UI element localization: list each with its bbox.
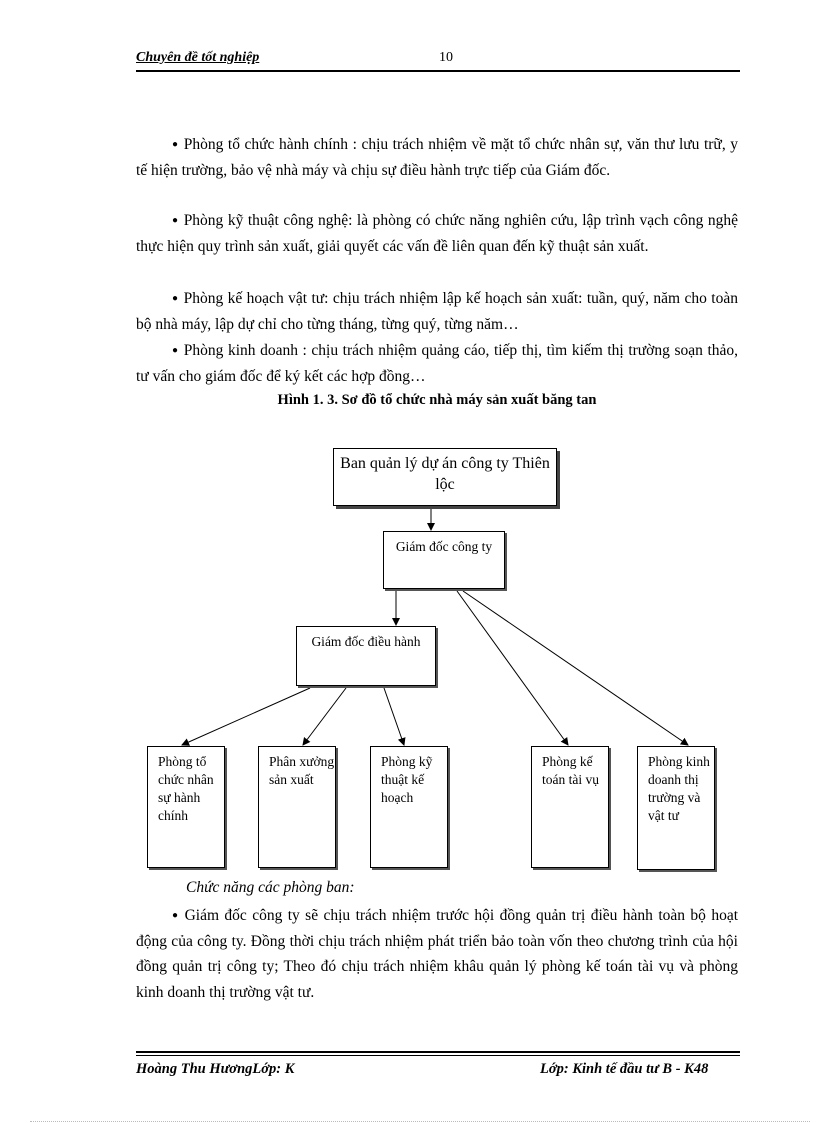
- paragraph-technology: [136, 208, 738, 259]
- box-dept-admin: Phòng tổ chức nhân sự hành chính: [147, 746, 225, 868]
- paragraph-admin: [136, 132, 738, 183]
- figure-caption: Hình 1. 3. Sơ đồ tổ chức nhà máy sản xuất băng tan: [277, 392, 597, 408]
- arrow-exec-to-workshop: [303, 688, 346, 745]
- footer-class: Lớp: Kinh tế đầu tư B - K48: [540, 1061, 709, 1077]
- section-title: Chức năng các phòng ban:: [186, 879, 355, 896]
- box-project-board: Ban quản lý dự án công ty Thiên lộc: [333, 448, 557, 506]
- bullet-icon: ●: [172, 215, 179, 226]
- page-header: [136, 50, 740, 72]
- paragraph-business: [136, 338, 738, 389]
- box-dept-accounting: Phòng kế toán tài vụ: [531, 746, 609, 868]
- box-executive-director: Giám đốc điều hành: [296, 626, 436, 686]
- paragraph-text: Phòng kỹ thuật công nghệ: là phòng có chức năng nghiên cứu, lập trình vạch công nghệ thực hiện quy trình sản xuất, giải quyết các vấn đề liên quan đến kỹ thuật sản xuất.: [136, 212, 738, 255]
- box-dept-tech-planning: Phòng kỹ thuật kế hoạch: [370, 746, 448, 868]
- arrow-exec-to-admin: [182, 688, 310, 745]
- paragraph-text: Phòng kế hoạch vật tư: chịu trách nhiệm lập kế hoạch sản xuất: tuần, quý, năm cho toàn bộ nhà máy, lập dự chỉ cho từng tháng, từng quý, từng năm…: [136, 290, 738, 333]
- page-number: 10: [439, 50, 453, 65]
- page-edge: [30, 1121, 810, 1122]
- arrow-ceo-to-accounting: [457, 591, 568, 745]
- box-dept-workshop: Phân xưởng sản xuất: [258, 746, 336, 868]
- bullet-icon: ●: [172, 139, 179, 150]
- header-title: Chuyên đề tốt nghiệp: [136, 50, 260, 65]
- box-company-director: Giám đốc công ty: [383, 531, 505, 589]
- paragraph-director-duties: [136, 903, 738, 1005]
- paragraph-planning: [136, 286, 738, 337]
- arrow-ceo-to-business: [463, 591, 688, 745]
- footer-rule: [136, 1051, 740, 1053]
- bullet-icon: ●: [172, 293, 179, 304]
- arrow-exec-to-tech: [384, 688, 404, 745]
- paragraph-text: Phòng kinh doanh : chịu trách nhiệm quảng cáo, tiếp thị, tìm kiếm thị trường soạn thảo, tư vấn cho giám đốc để ký kết các hợp đồng…: [136, 342, 739, 385]
- bullet-icon: ●: [172, 910, 180, 921]
- footer-author: Hoàng Thu HươngLớp: K: [136, 1061, 295, 1077]
- paragraph-text: Giám đốc công ty sẽ chịu trách nhiệm trước hội đồng quản trị điều hành toàn bộ hoạt động của công ty. Đồng thời chịu trách nhiệm phát triển bảo toàn vốn theo chương trình của hội đồng quản trị công ty; Theo đó chịu trách nhiệm khâu quản lý phòng kế toán tài vụ và phòng kinh doanh thị trường vật tư.: [136, 907, 738, 1001]
- bullet-icon: ●: [172, 345, 179, 356]
- box-dept-business: Phòng kinh doanh thị trường và vật tư: [637, 746, 715, 870]
- paragraph-text: Phòng tổ chức hành chính : chịu trách nhiệm về mặt tổ chức nhân sự, văn thư lưu trữ, y tế hiện trường, bảo vệ nhà máy và chịu sự điều hành trực tiếp của Giám đốc.: [136, 136, 738, 179]
- footer-rule: [136, 1055, 740, 1056]
